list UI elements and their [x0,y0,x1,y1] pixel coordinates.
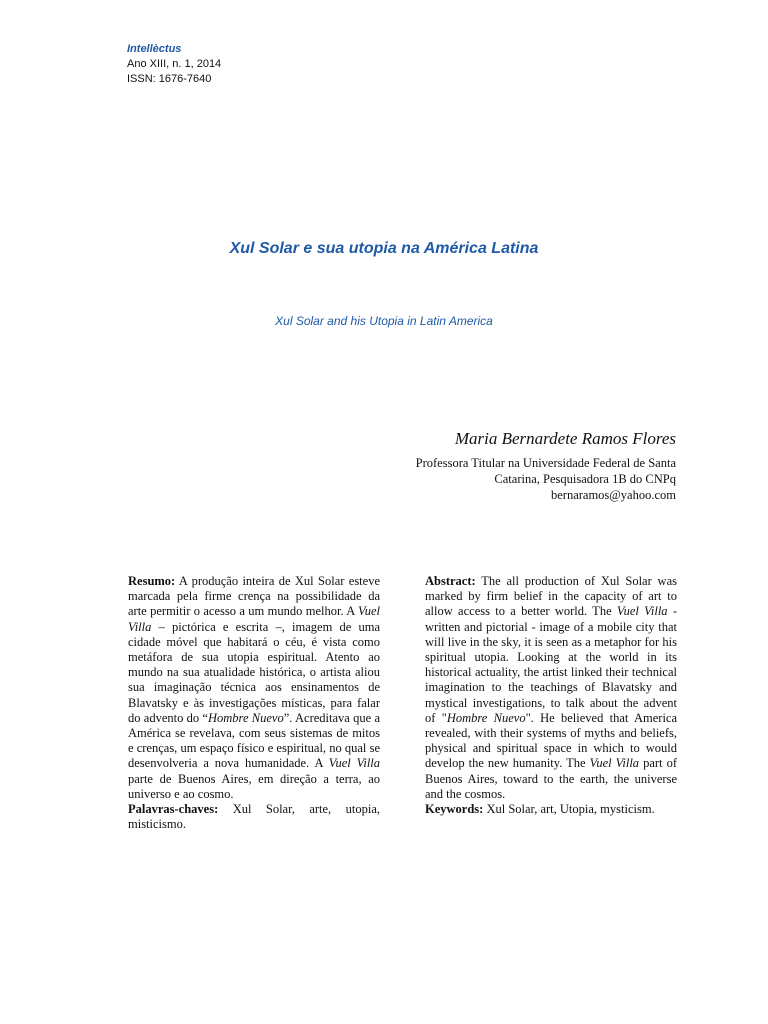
affiliation-line-2: Catarina, Pesquisadora 1B do CNPq [494,472,676,486]
resumo-italic: Hombre Nuevo [207,710,284,725]
abstract-keywords-list: Xul Solar, art, Utopia, mysticism. [483,802,655,817]
abstract-italic: Vuel Villa [589,756,640,771]
resumo-part: parte de Buenos Aires, em direção a terra, ao universo e ao cosmo. [128,771,380,801]
abstract-italic: Vuel Villa [616,604,668,619]
author-name: Maria Bernardete Ramos Flores [454,429,676,448]
author-email: bernaramos@yahoo.com [550,488,676,502]
abstract-keywords [425,802,677,817]
abstract-text [425,574,677,802]
journal-issn: ISSN: 1676-7640 [127,73,212,85]
resumo-part: – pictórica e escrita –, imagem de uma cidade móvel que habitará o céu, é vista como metáfora de sua utopia espiritual. Atento ao mundo na sua atualidade histórica, o artista aliou sua imaginação técnica aos ensinamentos de Blavatsky e às investigações místicas, para falar do advento do “ [128,619,380,725]
affiliation-line-1: Professora Titular na Universidade Federal de Santa [415,456,676,470]
resumo-part: ”. Acreditava que a América se revelava, com seus sistemas de mitos e crenças, um espaço físico e espiritual, no qual se desenvolveria a nova humanidade. A [128,710,380,771]
abstract-italic: Hombre Nuevo [446,710,526,725]
resumo-keywords [128,802,380,832]
abstract-column [425,574,677,817]
abstract-part: part of Buenos Aires, toward to the earth, the universe and the cosmos. [425,756,677,801]
abstract-part: The all production of Xul Solar was marked by firm belief in the capacity of art to allow access to a better world. The [425,574,677,619]
resumo-text [128,574,380,802]
abstract-keywords-label: Keywords: [425,802,484,817]
journal-header [127,42,221,87]
abstract-label: Abstract: [425,574,476,588]
resumo-label: Resumo: [128,574,176,588]
abstract-part: - written and pictorial - image of a mobile city that will live in the sky, it is seen as a metaphor for his spiritual utopia. Looking at the world in its historical actuality, the artist linked their technical imagination to the teachings of Blavatsky and mystical investigations, to talk about the advent of " [425,604,677,725]
journal-name: Intellèctus [127,43,182,55]
article-subtitle: Xul Solar and his Utopia in Latin America [275,314,493,328]
resumo-part: A produção inteira de Xul Solar esteve marcada pela firme crença na possibilidade da arte permitir o acesso a um mundo melhor. A [128,574,380,619]
journal-issue: Ano XIII, n. 1, 2014 [127,58,222,70]
resumo-italic: Vuel Villa [328,756,381,771]
resumo-keywords-list: Xul Solar, arte, utopia, misticismo. [128,802,380,832]
abstract-part: ". He believed that America revealed, with their systems of myths and beliefs, physical and spiritual space in which to would develop the new humanity. The [425,710,678,771]
article-title: Xul Solar e sua utopia na América Latina [229,240,539,257]
resumo-column [128,574,380,832]
resumo-italic: Vuel Villa [128,604,380,634]
author-affiliation [416,455,676,503]
resumo-keywords-label: Palavras-chaves: [128,802,219,817]
